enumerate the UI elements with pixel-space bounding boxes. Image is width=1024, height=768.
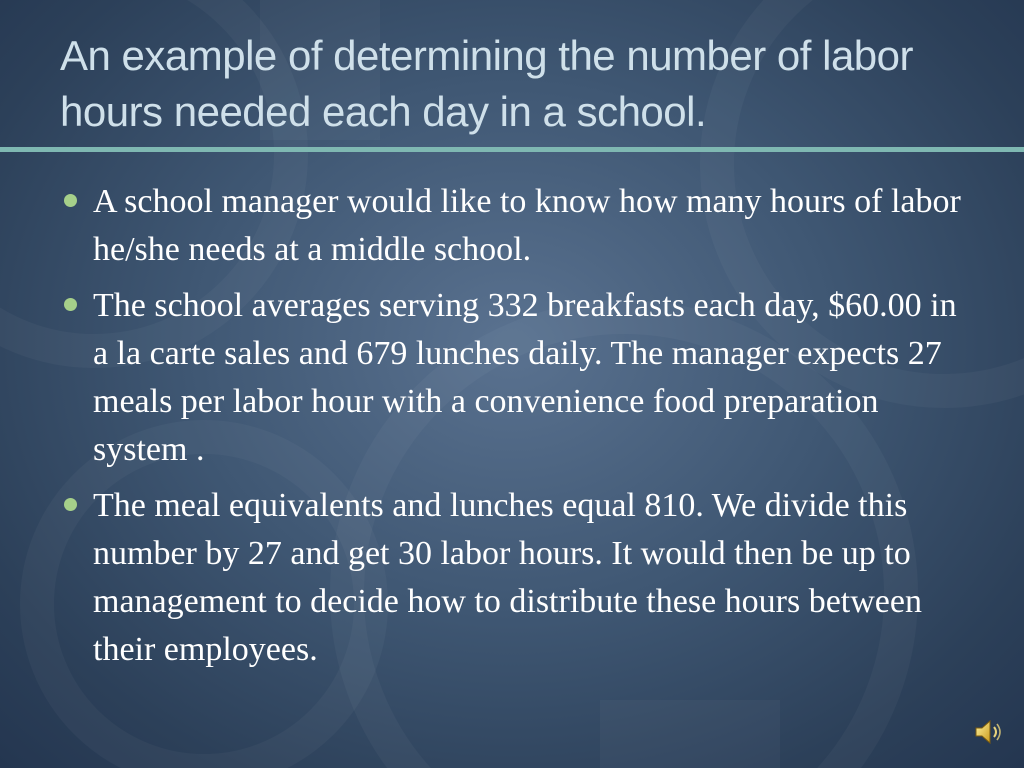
bullet-text: A school manager would like to know how many hours of labor he/she needs at a middle school. bbox=[93, 183, 961, 268]
slide-title: An example of determining the number of labor hours needed each day in a school. bbox=[60, 32, 913, 135]
bullet-item bbox=[62, 178, 972, 274]
bullet-dot-icon bbox=[64, 298, 77, 311]
bullet-item bbox=[62, 282, 972, 474]
bullet-item bbox=[62, 482, 972, 674]
bullet-text: The school averages serving 332 breakfasts each day, $60.00 in a la carte sales and 679 lunches daily. The manager expects 27 meals per labor hour with a convenience food preparation system . bbox=[93, 287, 957, 468]
background-block bbox=[600, 700, 780, 768]
bullet-text: The meal equivalents and lunches equal 810. We divide this number by 27 and get 30 labor hours. It would then be up to management to decide how to distribute these hours between their employees. bbox=[93, 487, 922, 668]
speaker-icon[interactable] bbox=[972, 716, 1004, 748]
title-divider bbox=[0, 147, 1024, 152]
bullet-dot-icon bbox=[64, 194, 77, 207]
bullet-dot-icon bbox=[64, 498, 77, 511]
bullet-list bbox=[62, 178, 972, 682]
